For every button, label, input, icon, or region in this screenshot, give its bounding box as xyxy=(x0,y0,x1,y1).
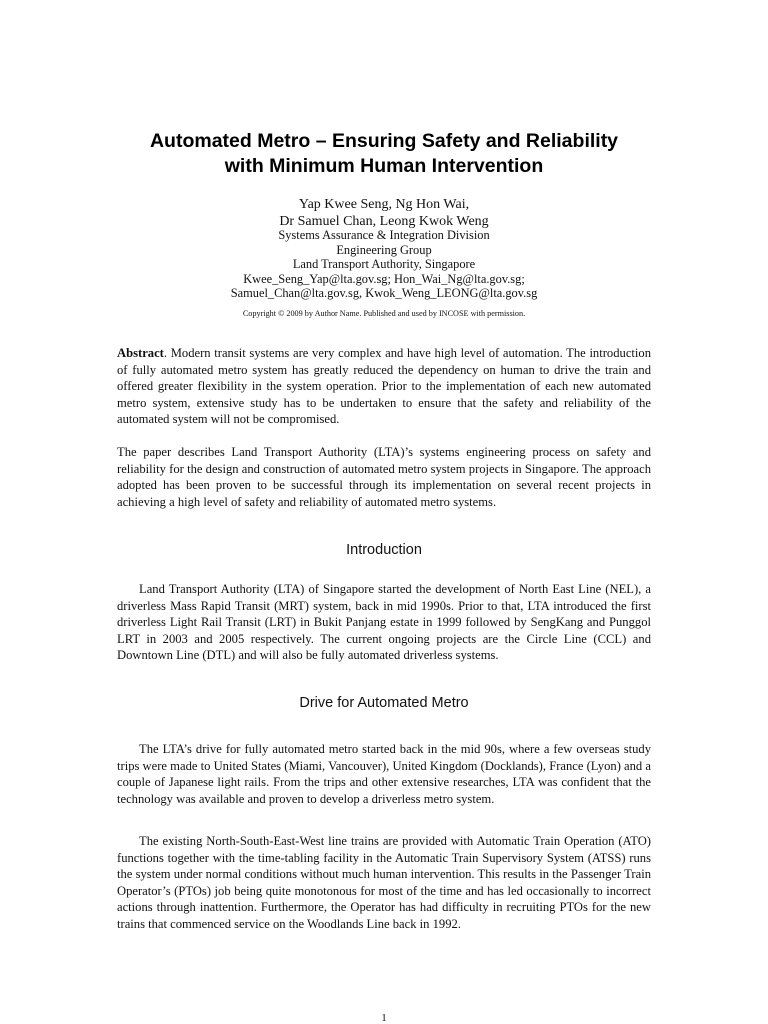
drive-paragraph-1: The LTA’s drive for fully automated metro started back in the mid 90s, where a few overseas study trips were made to United States (Miami, Vancouver), United Kingdom (Docklands), France (Lyon) and a couple of Japanese light rails. From the trips and other extensive researches, LTA was confident that the technology was available and proven to develop a driverless metro system. xyxy=(117,742,651,806)
introduction-heading: Introduction xyxy=(346,542,422,558)
affiliation-group: Engineering Group xyxy=(336,242,432,257)
affiliation-emails-1: Kwee_Seng_Yap@lta.gov.sg; Hon_Wai_Ng@lta.gov.sg; xyxy=(243,271,525,286)
affiliation-block xyxy=(120,228,648,301)
paper-title xyxy=(90,129,678,179)
abstract-paragraph-2: The paper describes Land Transport Authority (LTA)’s systems engineering process on safety and reliability for the design and construction of automated metro system projects in Singapore. The approach adopted has been proven to be successful through its implementation on several recent projects in achieving a high level of safety and reliability of automated metro systems. xyxy=(117,445,651,509)
affiliation-organisation: Land Transport Authority, Singapore xyxy=(292,257,476,272)
page-number: 1 xyxy=(381,1012,387,1024)
introduction-paragraph-1: Land Transport Authority (LTA) of Singapore started the development of North East Line (NEL), a driverless Mass Rapid Transit (MRT) system, back in mid 1990s. Prior to that, LTA introduced the first driverless Light Rail Transit (LRT) in Bukit Panjang estate in 1999 followed by SengKang and Punggol LRT in 2003 and 2005 respectively. The current ongoing projects are the Circle Line (CCL) and Downtown Line (DTL) and will also be fully automated driverless systems. xyxy=(117,582,651,663)
author-line-1: Yap Kwee Seng, Ng Hon Wai, xyxy=(298,197,470,212)
author-line-2: Dr Samuel Chan, Leong Kwok Weng xyxy=(279,214,489,229)
drive-heading: Drive for Automated Metro xyxy=(299,695,469,711)
abstract-paragraph-1 xyxy=(117,345,651,428)
author-list xyxy=(120,196,648,230)
drive-paragraph-2: The existing North-South-East-West line trains are provided with Automatic Train Operation (ATO) functions together with the time-tabling facility in the Automatic Train Supervisory System (ATSS) runs the system under normal conditions without much human intervention. This results in the Passenger Train Operator’s (PTOs) job being quite monotonous for most of the time and has led occasionally to incorrect actions through inattention. Furthermore, the Operator has had difficulty in recruiting PTOs for the new trains that commenced service on the Woodlands Line back in 1992. xyxy=(117,834,651,931)
abstract-text: . Modern transit systems are very complex and have high level of automation. The introduction of fully automated metro system has greatly reduced the dependency on human to drive the train and offered greater flexibility in the system operation. Prior to the implementation of each new automated metro system, extensive study has to be undertaken to ensure that the safety and reliability of the automated system will not be compromised. xyxy=(117,346,651,427)
paper-title-line-2: with Minimum Human Intervention xyxy=(224,155,544,177)
paper-title-line-1: Automated Metro – Ensuring Safety and Reliability xyxy=(149,130,619,152)
copyright-notice: Copyright © 2009 by Author Name. Published and used by INCOSE with permission. xyxy=(242,309,526,318)
affiliation-division: Systems Assurance & Integration Division xyxy=(278,228,490,242)
abstract-label: Abstract xyxy=(117,346,164,360)
affiliation-emails-2: Samuel_Chan@lta.gov.sg, Kwok_Weng_LEONG@lta.gov.sg xyxy=(230,286,538,301)
